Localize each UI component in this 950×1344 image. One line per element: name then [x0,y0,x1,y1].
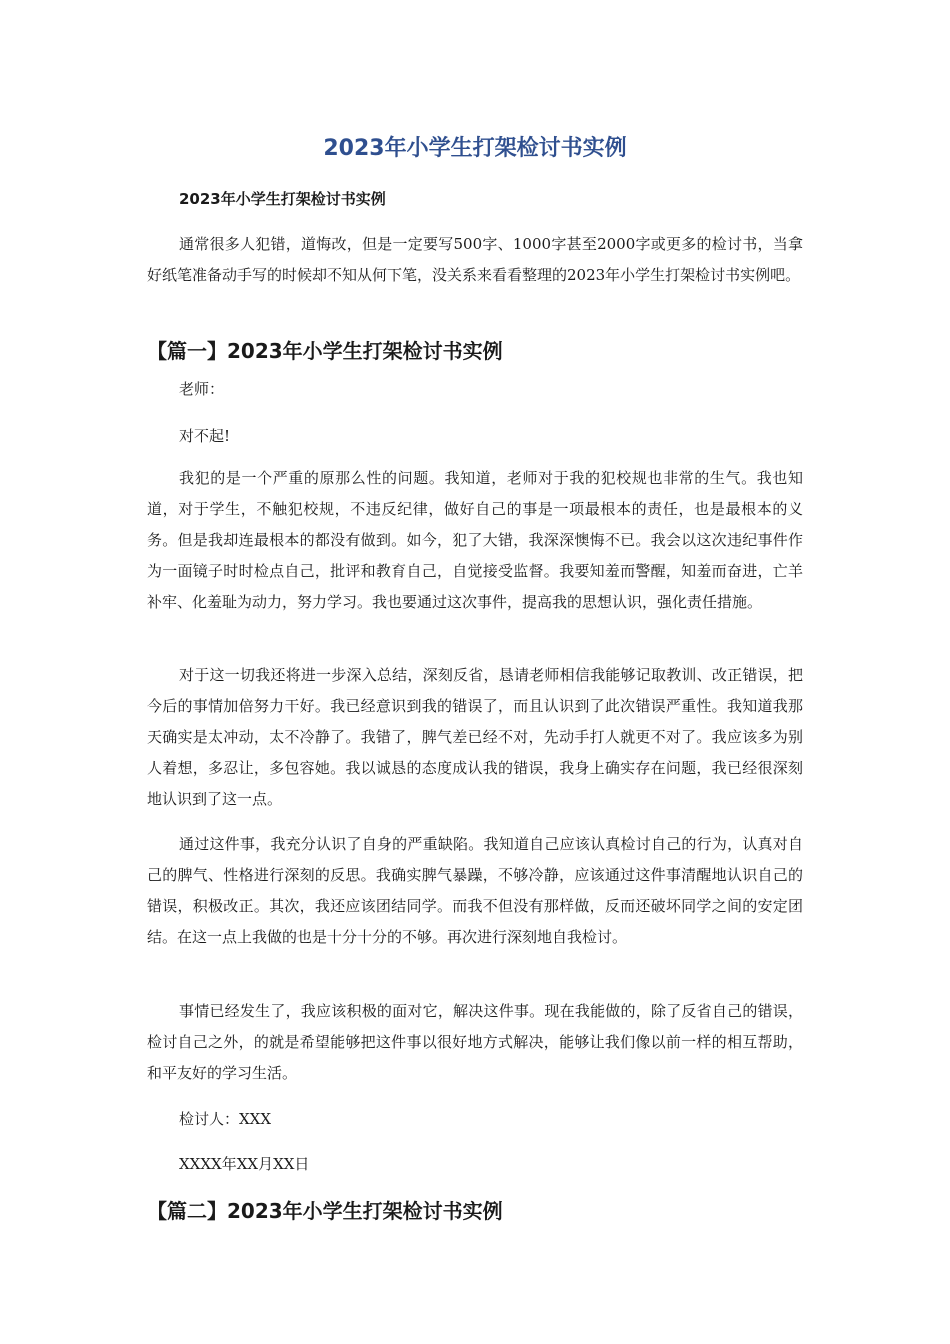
body-paragraph-1: 我犯的是一个严重的原那么性的问题。我知道，老师对于我的犯校规也非常的生气。我也知道，对于学生，不触犯校规，不违反纪律，做好自己的事是一项最根本的责任，也是最根本的义务。但是我却连最根本的都没有做到。如今，犯了大错，我深深懊悔不已。我会以这次违纪事件作为一面镜子时时检点自己，批评和教育自己，自觉接受监督。我要知羞而警醒，知羞而奋进，亡羊补牢、化羞耻为动力，努力学习。我也要通过这次事件，提高我的思想认识，强化责任措施。 [147,469,803,611]
body-paragraph-3: 通过这件事，我充分认识了自身的严重缺陷。我知道自己应该认真检讨自己的行为，认真对自己的脾气、性格进行深刻的反思。我确实脾气暴躁，不够冷静，应该通过这件事清醒地认识自己的错误，积极改正。其次，我还应该团结同学。而我不但没有那样做，反而还破坏同学之间的安定团结。在这一点上我做的也是十分十分的不够。再次进行深刻地自我检讨。 [147,835,803,946]
date-line: XXXX年XX月XX日 [179,1155,310,1173]
document-subtitle: 2023年小学生打架检讨书实例 [179,190,386,208]
body-paragraph-4: 事情已经发生了，我应该积极的面对它，解决这件事。现在我能做的，除了反省自己的错误，检讨自己之外，的就是希望能够把这件事以很好地方式解决，能够让我们像以前一样的相互帮助，和平友好的学习生活。 [147,1002,803,1082]
signer-line: 检讨人：XXX [179,1110,272,1128]
body-paragraph-2: 对于这一切我还将进一步深入总结，深刻反省，恳请老师相信我能够记取教训、改正错误，把今后的事情加倍努力干好。我已经意识到我的错误了，而且认识到了此次错误严重性。我知道我那天确实是太冲动，太不冷静了。我错了，脾气差已经不对，先动手打人就更不对了。我应该多为别人着想，多忍让，多包容她。我以诚恳的态度成认我的错误，我身上确实存在问题，我已经很深刻地认识到了这一点。 [147,666,803,808]
salutation: 老师： [179,380,225,398]
section-heading-1: 【篇一】2023年小学生打架检讨书实例 [147,339,503,363]
apology-line: 对不起! [179,427,231,445]
section-heading-2: 【篇二】2023年小学生打架检讨书实例 [147,1199,503,1223]
document-title: 2023年小学生打架检讨书实例 [323,136,627,161]
intro-paragraph: 通常很多人犯错，道悔改，但是一定要写500字、1000字甚至2000字或更多的检讨书，当拿好纸笔准备动手写的时候却不知从何下笔，没关系来看看整理的2023年小学生打架检讨书实例吧。 [147,235,803,284]
